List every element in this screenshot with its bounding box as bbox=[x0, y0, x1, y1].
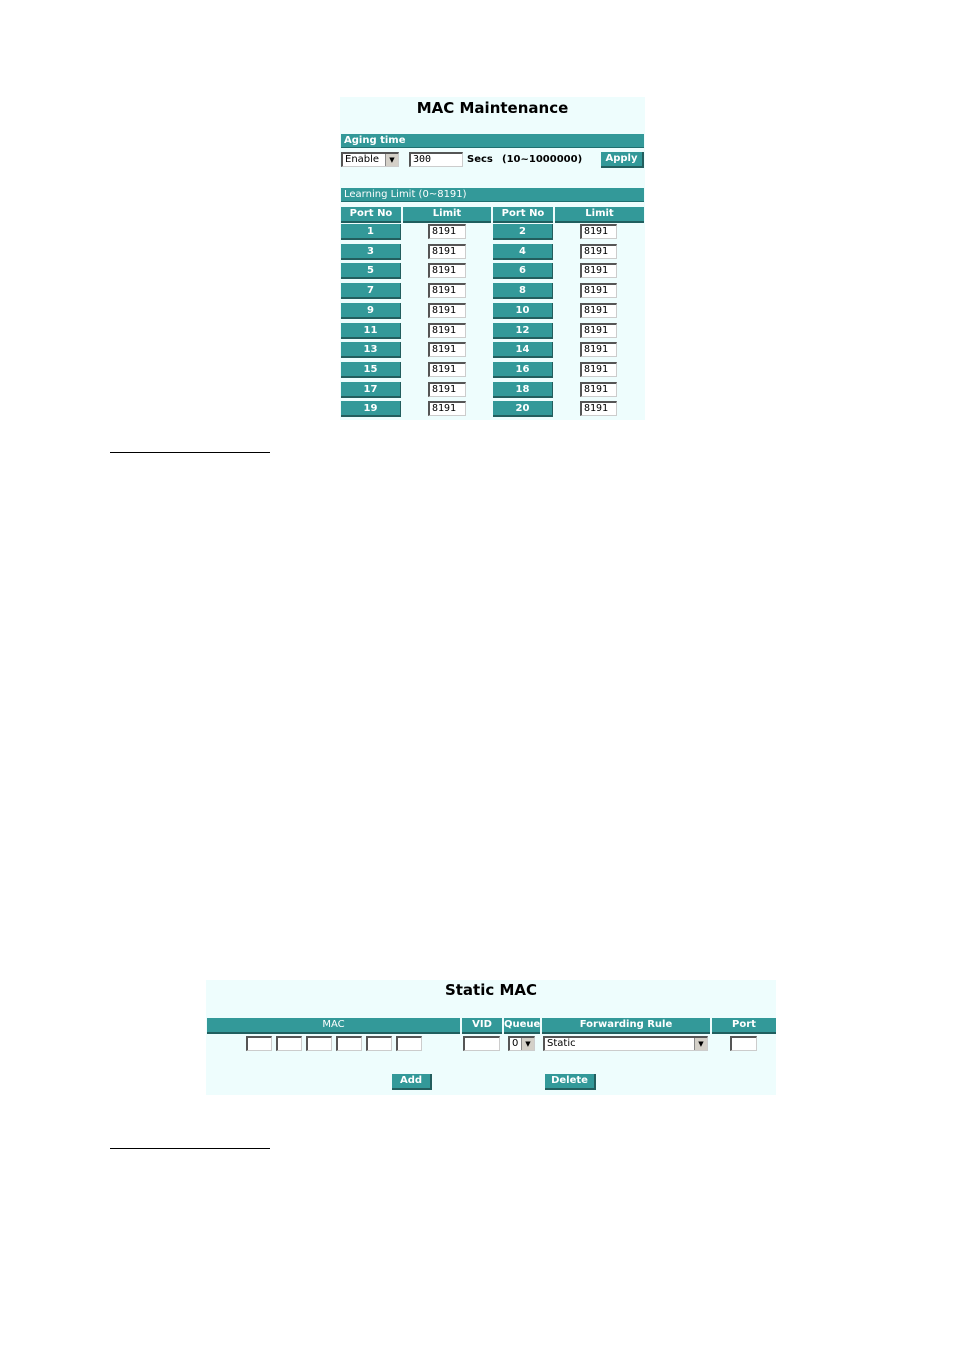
column-header-vid: VID bbox=[462, 1018, 502, 1034]
port-limit-input[interactable]: 8191 bbox=[428, 382, 466, 397]
port-number-cell: 19 bbox=[341, 401, 401, 417]
port-number-cell: 20 bbox=[493, 401, 553, 417]
aging-mode-value: Enable bbox=[345, 154, 380, 165]
port-limit-input[interactable]: 8191 bbox=[580, 303, 617, 318]
port-limit-input[interactable]: 8191 bbox=[428, 244, 466, 259]
delete-button[interactable]: Delete bbox=[545, 1074, 596, 1090]
port-number-cell: 16 bbox=[493, 362, 553, 378]
mac-octet-input[interactable] bbox=[336, 1036, 362, 1051]
chevron-down-icon[interactable]: ▼ bbox=[694, 1038, 707, 1050]
mac-octet-input[interactable] bbox=[366, 1036, 392, 1051]
aging-mode-select[interactable] bbox=[341, 152, 399, 167]
queue-select[interactable] bbox=[508, 1036, 535, 1051]
column-header-port: Port bbox=[712, 1018, 776, 1034]
add-button[interactable]: Add bbox=[392, 1074, 432, 1090]
forwarding-rule-select[interactable] bbox=[543, 1036, 708, 1051]
mac-octet-input[interactable] bbox=[396, 1036, 422, 1051]
port-limit-input[interactable]: 8191 bbox=[428, 224, 466, 239]
port-limit-input[interactable]: 8191 bbox=[580, 382, 617, 397]
port-limit-input[interactable]: 8191 bbox=[580, 342, 617, 357]
mac-octet-input[interactable] bbox=[306, 1036, 332, 1051]
port-number-cell: 9 bbox=[341, 303, 401, 319]
static-mac-title: Static MAC bbox=[444, 981, 538, 999]
column-header-forwarding-rule: Forwarding Rule bbox=[542, 1018, 710, 1034]
port-number-cell: 4 bbox=[493, 244, 553, 260]
port-input[interactable] bbox=[730, 1036, 757, 1051]
port-number-cell: 1 bbox=[341, 224, 401, 240]
column-header-queue: Queue bbox=[504, 1018, 540, 1034]
chevron-down-icon[interactable]: ▼ bbox=[385, 154, 398, 166]
port-limit-input[interactable]: 8191 bbox=[428, 362, 466, 377]
mac-octet-input[interactable] bbox=[276, 1036, 302, 1051]
port-limit-input[interactable]: 8191 bbox=[580, 283, 617, 298]
port-limit-input[interactable]: 8191 bbox=[580, 224, 617, 239]
port-limit-input[interactable]: 8191 bbox=[580, 244, 617, 259]
chevron-down-icon[interactable]: ▼ bbox=[521, 1038, 534, 1050]
port-limit-input[interactable]: 8191 bbox=[580, 323, 617, 338]
port-limit-input[interactable]: 8191 bbox=[580, 362, 617, 377]
queue-value: 0 bbox=[512, 1038, 519, 1049]
mac-maintenance-title: MAC Maintenance bbox=[416, 99, 569, 117]
port-number-cell: 10 bbox=[493, 303, 553, 319]
mac-octet-input[interactable] bbox=[246, 1036, 272, 1051]
apply-button[interactable]: Apply bbox=[601, 152, 644, 168]
port-number-cell: 7 bbox=[341, 283, 401, 299]
port-number-cell: 14 bbox=[493, 342, 553, 358]
port-limit-input[interactable]: 8191 bbox=[428, 263, 466, 278]
port-number-cell: 8 bbox=[493, 283, 553, 299]
port-limit-input[interactable]: 8191 bbox=[428, 401, 466, 416]
port-number-cell: 18 bbox=[493, 382, 553, 398]
divider-line bbox=[110, 1148, 270, 1149]
column-header-port-no-left: Port No bbox=[341, 207, 401, 223]
column-header-limit-left: Limit bbox=[403, 207, 491, 223]
port-limit-input[interactable]: 8191 bbox=[428, 283, 466, 298]
vid-input[interactable] bbox=[463, 1036, 500, 1051]
port-limit-input[interactable]: 8191 bbox=[580, 401, 617, 416]
port-number-cell: 12 bbox=[493, 323, 553, 339]
port-number-cell: 3 bbox=[341, 244, 401, 260]
aging-time-header: Aging time bbox=[341, 134, 644, 148]
column-header-limit-right: Limit bbox=[555, 207, 644, 223]
port-limit-input[interactable]: 8191 bbox=[428, 323, 466, 338]
port-limit-input[interactable]: 8191 bbox=[580, 263, 617, 278]
port-number-cell: 2 bbox=[493, 224, 553, 240]
port-number-cell: 17 bbox=[341, 382, 401, 398]
forwarding-rule-value: Static bbox=[547, 1038, 576, 1049]
port-number-cell: 13 bbox=[341, 342, 401, 358]
port-number-cell: 5 bbox=[341, 263, 401, 279]
port-number-cell: 15 bbox=[341, 362, 401, 378]
port-limit-input[interactable]: 8191 bbox=[428, 303, 466, 318]
port-number-cell: 6 bbox=[493, 263, 553, 279]
port-number-cell: 11 bbox=[341, 323, 401, 339]
port-limit-input[interactable]: 8191 bbox=[428, 342, 466, 357]
divider-line bbox=[110, 452, 270, 453]
column-header-mac: MAC bbox=[207, 1018, 460, 1034]
aging-seconds-input[interactable]: 300 bbox=[409, 152, 463, 167]
aging-range-label: (10~1000000) bbox=[502, 154, 583, 165]
aging-unit-label: Secs bbox=[467, 154, 493, 165]
column-header-port-no-right: Port No bbox=[493, 207, 553, 223]
learning-limit-header: Learning Limit (0~8191) bbox=[341, 188, 644, 202]
